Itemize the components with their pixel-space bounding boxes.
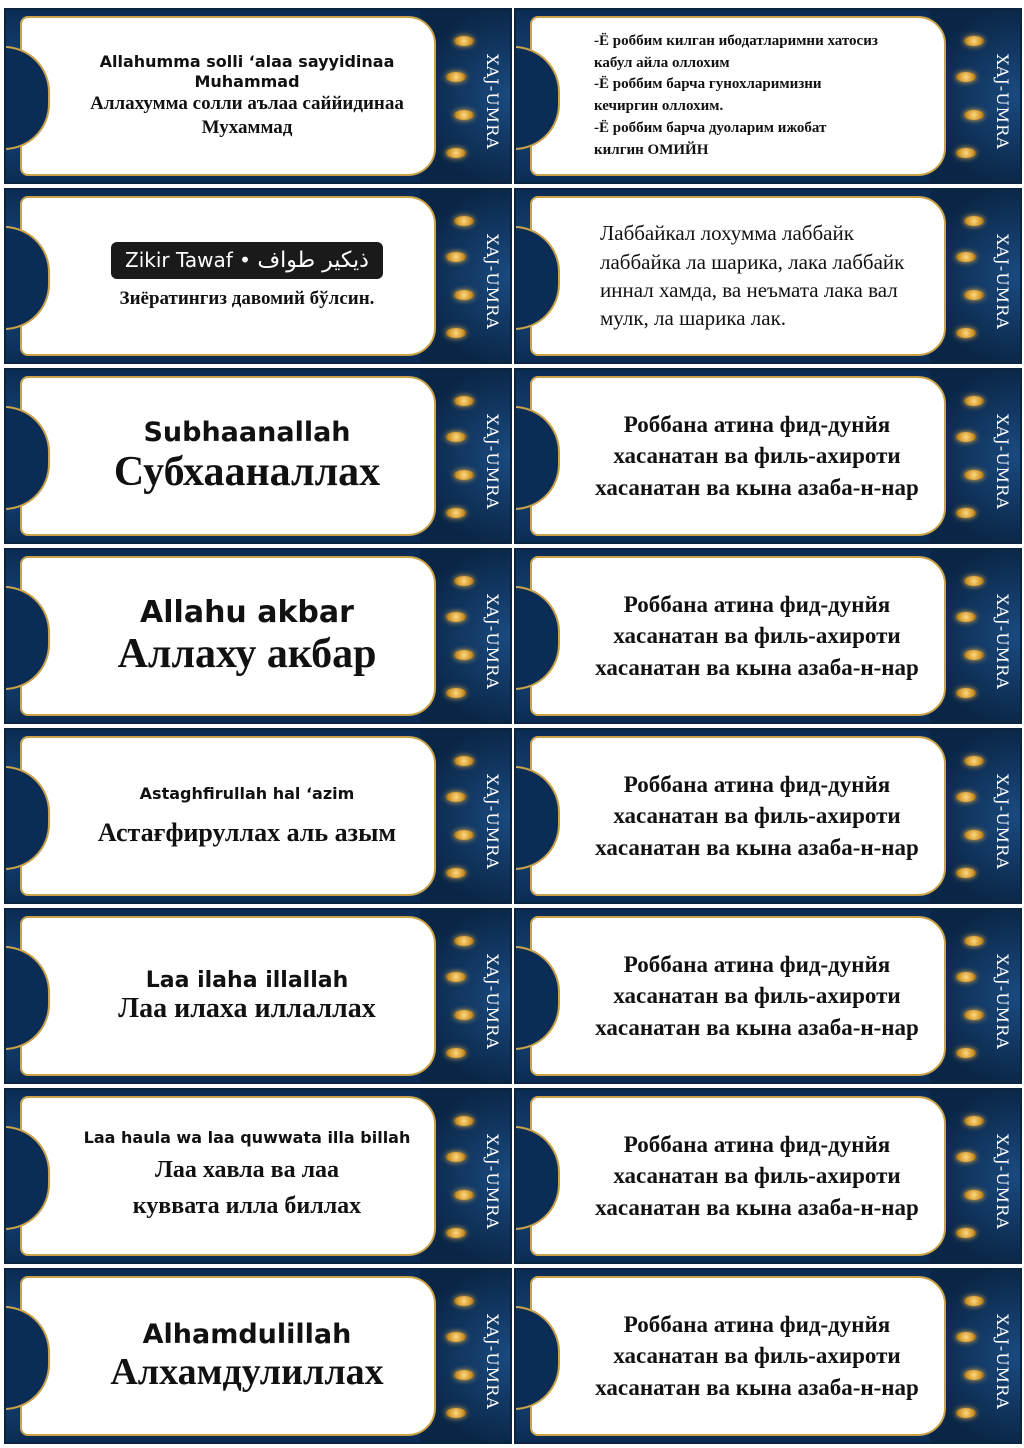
dua-line: хасанатан ва кына азаба-н-нар [595,1374,919,1400]
dua-line: -Ё роббим килган ибодатларимни хатосиз [594,32,878,49]
dua-line: хасанатан ва кына азаба-н-нар [595,474,919,500]
dua-line: хасанатан ва филь-ахироти [613,1343,901,1369]
brand-label: XAJ-UMRA [993,234,1012,330]
lantern-icon [956,72,976,82]
lantern-icon [454,1296,474,1306]
card-number: 2 [50,981,69,1011]
lantern-icon [446,972,466,982]
card-number: 6 [50,621,69,651]
lantern-icon [446,508,466,518]
brand-label: XAJ-UMRA [993,774,1012,870]
dua-line: лаббайка ла шарика, лака лаббайк [600,249,905,274]
brand-label: XAJ-UMRA [993,1134,1012,1230]
lantern-icon [964,470,984,480]
dua-line: кечиргин оллохим. [594,98,724,114]
lantern-icon [956,612,976,622]
lantern-icon [454,290,474,300]
dhikr-latin: Laa haula wa laa quwwata illa billah [83,1128,411,1147]
lantern-icon [956,868,976,878]
card-left-8 [4,1268,512,1444]
card-number: 4 [50,441,69,471]
lantern-icon [956,148,976,158]
brand-label: XAJ-UMRA [993,54,1012,150]
dhikr-latin: Alhamdulillah [142,1318,352,1350]
dua-line: хасанатан ва филь-ахироти [613,983,901,1009]
lantern-icon [446,252,466,262]
dua-line: иннал хамда, ва неъмата лака вал [600,278,898,302]
lantern-icon [964,650,984,660]
lantern-icon [454,650,474,660]
dhikr-cyrillic: Алхамдулиллах [110,1350,384,1393]
card-left-6 [4,908,512,1084]
lantern-icon [956,508,976,518]
card-right-2 [514,188,1022,364]
brand-label: XAJ-UMRA [483,54,502,150]
lantern-icon [964,36,984,46]
dua-line: -Ё роббим барча дуоларим ижобат [594,119,827,136]
brand-label: XAJ-UMRA [993,1314,1012,1410]
dua-line: Роббана атина фид-дунйя [623,952,891,978]
card-number: 5 [50,1341,69,1371]
lantern-icon [446,1332,466,1342]
dhikr-latin: Allahu akbar [140,594,354,630]
lantern-icon [956,252,976,262]
dhikr-latin: Allahumma solli ‘alaa sayyidinaa Muhammad [99,52,395,92]
zikir-tawaf-badge [111,242,383,279]
dua-line: Роббана атина фид-дунйя [623,412,891,438]
lantern-icon [454,216,474,226]
dhikr-latin: Subhaanallah [143,416,351,448]
lantern-icon [454,1370,474,1380]
lantern-icon [956,972,976,982]
dua-line: хасанатан ва филь-ахироти [613,803,901,829]
dua-line: хасанатан ва филь-ахироти [613,623,901,649]
brand-label: XAJ-UMRA [993,954,1012,1050]
lantern-icon [454,1010,474,1020]
lantern-icon [446,148,466,158]
card-right-3 [514,368,1022,544]
badge-arabic: ذيكير طواف [257,247,369,273]
lantern-icon [446,868,466,878]
lantern-icon [956,1228,976,1238]
lantern-icon [964,1010,984,1020]
lantern-icon [454,756,474,766]
dua-line: -Ё роббим барча гунохларимизни [594,76,822,93]
lantern-icon [964,936,984,946]
dua-line: хасанатан ва кына азаба-н-нар [595,834,919,860]
lantern-icon [964,830,984,840]
lantern-icon [454,1116,474,1126]
lantern-icon [454,396,474,406]
lantern-icon [446,792,466,802]
lantern-icon [956,792,976,802]
dhikr-cyrillic: Астағфируллах аль азым [97,818,397,847]
lantern-icon [956,1152,976,1162]
lantern-icon [964,216,984,226]
dhikr-latin: Astaghfirullah hal ‘azim [139,784,355,803]
brand-label: XAJ-UMRA [483,594,502,690]
lantern-icon [964,396,984,406]
dua-line: Лаббайкал лохумма лаббайк [600,221,854,246]
lantern-icon [964,1190,984,1200]
lantern-icon [956,688,976,698]
dhikr-cyrillic: Субхааналлах [113,448,381,495]
lantern-icon [446,328,466,338]
lantern-icon [964,756,984,766]
dhikr-latin: Laa ilaha illallah [145,967,349,993]
dua-line: хасанатан ва кына азаба-н-нар [595,1194,919,1220]
card-number: 7 [50,81,69,111]
brand-label: XAJ-UMRA [483,1314,502,1410]
brand-label: XAJ-UMRA [483,954,502,1050]
dua-line: Роббана атина фид-дунйя [623,1132,891,1158]
card-right-4 [514,548,1022,724]
brand-label: XAJ-UMRA [483,234,502,330]
card-left-3 [4,368,512,544]
card-left-2 [4,188,512,364]
dhikr-cyrillic: Аллаху акбар [117,630,377,677]
lantern-icon [446,72,466,82]
dua-line: хасанатан ва филь-ахироти [613,443,901,469]
dhikr-cyrillic: Аллахумма солли аълаа саййидинаа Мухаммад [90,93,404,138]
card-left-1 [4,8,512,184]
card-number: 3 [50,1161,69,1191]
dhikr-cyrillic-line-2: куввата илла биллах [132,1193,362,1219]
lantern-icon [956,1048,976,1058]
card-left-4 [4,548,512,724]
dua-line: Роббана атина фид-дунйя [623,1312,891,1338]
lantern-icon [956,1332,976,1342]
lantern-icon [454,470,474,480]
brand-label: XAJ-UMRA [483,414,502,510]
lantern-icon [964,576,984,586]
card-right-7 [514,1088,1022,1264]
dua-line: хасанатан ва кына азаба-н-нар [595,1014,919,1040]
lantern-icon [454,36,474,46]
card-right-6 [514,908,1022,1084]
lantern-icon [454,110,474,120]
dua-line: хасанатан ва филь-ахироти [613,1163,901,1189]
brand-label: XAJ-UMRA [993,594,1012,690]
brand-label: XAJ-UMRA [483,1134,502,1230]
lantern-icon [964,1296,984,1306]
lantern-icon [964,1116,984,1126]
lantern-icon [446,432,466,442]
dhikr-cyrillic: Лаа илаха иллаллах [118,992,376,1024]
dhikr-cyrillic-line-1: Лаа хавла ва лаа [154,1157,340,1183]
lantern-icon [446,612,466,622]
lantern-icon [446,1152,466,1162]
lantern-icon [446,1228,466,1238]
brand-label: XAJ-UMRA [993,414,1012,510]
dua-line: килгин ОМИЙН [594,141,709,158]
card-number: 1 [50,801,69,831]
lantern-icon [446,1048,466,1058]
lantern-icon [446,688,466,698]
dua-line: Роббана атина фид-дунйя [623,772,891,798]
dua-line: кабул айла оллохим [594,54,730,71]
lantern-icon [454,936,474,946]
lantern-icon [454,1190,474,1200]
card-right-5 [514,728,1022,904]
badge-separator: • [239,247,251,272]
dua-line: Роббана атина фид-дунйя [623,592,891,618]
lantern-icon [956,1408,976,1418]
lantern-icon [454,830,474,840]
lantern-icon [964,110,984,120]
lantern-icon [964,290,984,300]
lantern-icon [956,432,976,442]
lantern-icon [446,1408,466,1418]
badge-latin: Zikir Tawaf [125,247,233,272]
brand-label: XAJ-UMRA [483,774,502,870]
lantern-icon [964,1370,984,1380]
card-left-5 [4,728,512,904]
dhikr-cyrillic: Зиёратингиз давомий бўлсин. [119,287,375,309]
card-right-8 [514,1268,1022,1444]
lantern-icon [956,328,976,338]
card-left-7 [4,1088,512,1264]
dua-line: мулк, ла шарика лак. [600,306,787,331]
lantern-icon [454,576,474,586]
dua-line: хасанатан ва кына азаба-н-нар [595,654,919,680]
card-right-1 [514,8,1022,184]
